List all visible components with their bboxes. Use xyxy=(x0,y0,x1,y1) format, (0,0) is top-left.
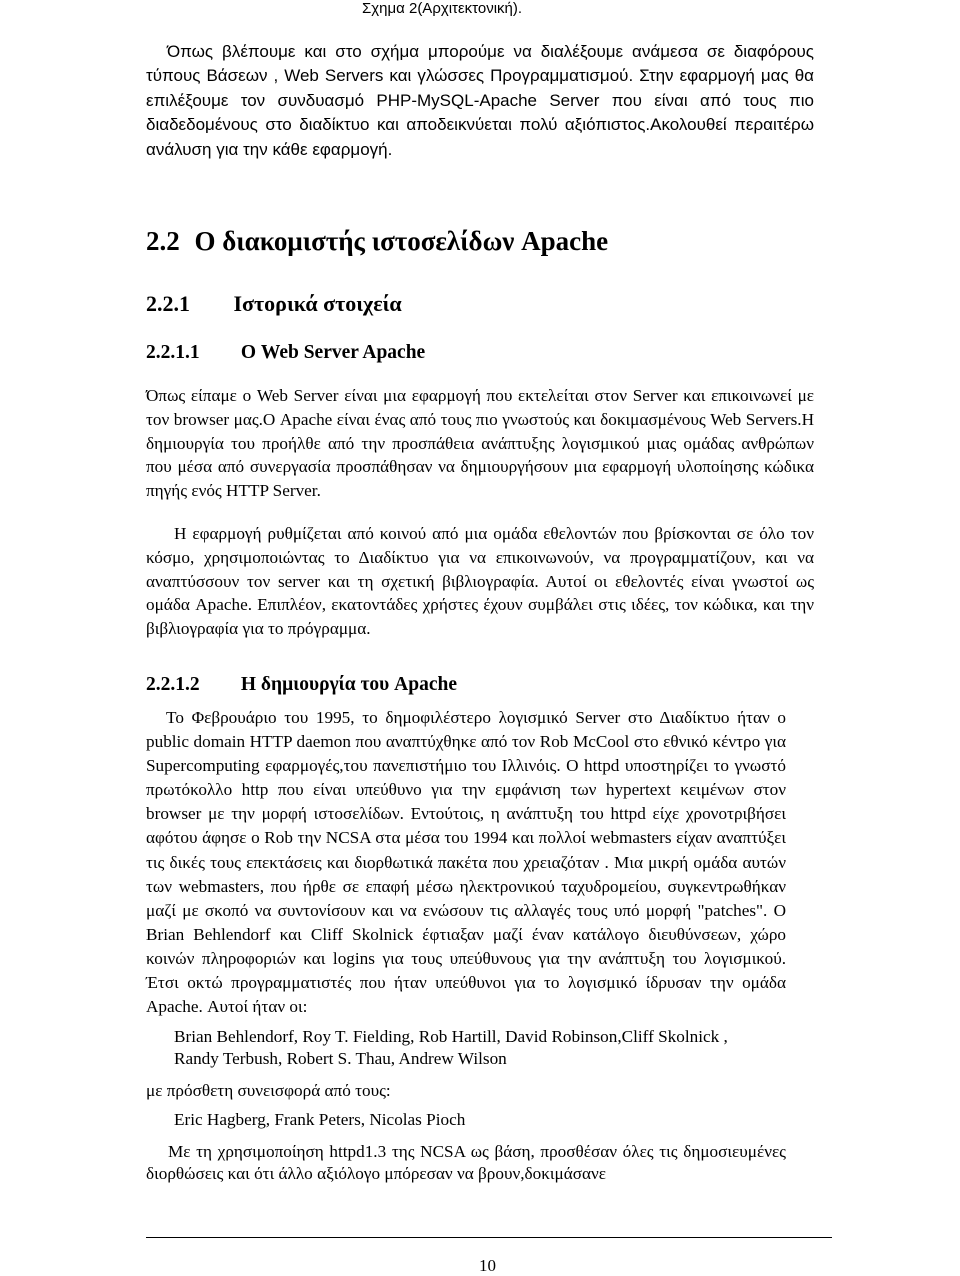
closing-paragraph: Με τη χρησιμοποίηση httpd1.3 της NCSA ως βάση, προσθέσαν όλες τις δημοσιευμένες διορθώσεις και ότι άλλο αξιόλογο μπόρεσαν να βρουν,δοκιμάσανε xyxy=(146,1142,786,1183)
figure-caption: Σχημα 2(Αρχιτεκτονική). xyxy=(362,0,523,17)
contributors-list: Eric Hagberg, Frank Peters, Nicolas Pioch xyxy=(174,1110,466,1129)
subsection-title: Ιστορικά στοιχεία xyxy=(233,291,402,316)
sub1-title: Ο Web Server Apache xyxy=(240,342,426,363)
sub2-title: Η δημιουργία του Apache xyxy=(240,674,458,695)
sub2-paragraph-1: Το Φεβρουάριο του 1995, το δημοφιλέστερο λογισμικό Server στο Διαδίκτυο ήταν ο public domain HTTP daemon που αναπτύχθηκε από τον Rob McCool στο εθνικό κέντρο για Supercomputing εφαρμογές,του πανεπιστήμιο του Ιλλινόις. Ο httpd υποστηρίζει το γνωστό πρωτόκολλο http που είναι υπεύθυνο για την εμφάνιση των hypertext κειμένων στον browser με την μορφή ιστοσελίδων. Εντούτοις, η ανάπτυξη του httpd είχε χρονοτριβήσει αφότου άφησε ο Rob την NCSA στα μέσα του 1994 και πολλοί webmasters είχαν αναπτύξει τις δικές τους επεκτάσεις και διορθωτικά πακέτα που χρειαζόταν . Μια μικρή ομάδα αυτών των webmasters, που ήρθε σε επαφή μέσω ηλεκτρονικού ταχυδρομείου, συγκεντρωθήκαν μαζί με σκοπό να συντονίσουν και να ενώσουν τις αλλαγές τους υπό μορφή "patches". Ο Brian Behlendorf και Cliff Skolnick έφτιαξαν μαζί έναν κατάλογο διευθύνσεων, χώρο κοινών πληροφοριών και logins για τους υπεύθυνους για την ανάπτυξη του λογισμικού. Έτσι οκτώ προγραμματιστές που ήταν υπεύθυνοι για το λογισμικό ίδρυσαν την ομάδα Apache. Αυτοί ήταν οι: xyxy=(146,708,786,1017)
sub2-heading xyxy=(146,674,457,696)
sub1-heading xyxy=(146,342,425,364)
sub2-number: 2.2.1.2 xyxy=(146,674,200,695)
subsection-number: 2.2.1 xyxy=(146,291,190,316)
section-number: 2.2 xyxy=(146,226,180,256)
section-title: Ο διακομιστής ιστοσελίδων Apache xyxy=(194,226,609,256)
sub1-paragraph-2: Η εφαρμογή ρυθμίζεται από κοινού από μια ομάδα εθελοντών που βρίσκονται σε όλο τον κόσμο, χρησιμοποιώντας το Διαδίκτυο για να επικοινωνούν, να προγραμματίζουν, και να αναπτύσσουν τον server και τη σχετική βιβλιογραφία. Αυτοί οι εθελοντές είναι γνωστοί ως ομάδα Apache. Επιπλέον, εκατοντάδες χρήστες έχουν συμβάλει στις ιδέες, τον κώδικα, και την βιβλιογραφία για το πρόγραμμα. xyxy=(146,524,814,639)
page-number: 10 xyxy=(479,1256,496,1275)
contributors-label: με πρόσθετη συνεισφορά από τους: xyxy=(146,1081,391,1100)
sub1-number: 2.2.1.1 xyxy=(146,342,200,363)
members-line-2: Randy Terbush, Robert S. Thau, Andrew Wilson xyxy=(174,1049,507,1068)
section-heading xyxy=(146,226,608,257)
sub1-paragraph-1: Όπως είπαμε ο Web Server είναι μια εφαρμογή που εκτελείται στον Server και επικοινωνεί με τον browser μας.Ο Apache είναι ένας από τους πιο γνωστούς και δοκιμασμένους Web Servers.Η δημιουργία του προήλθε από την προσπάθεια ανάπτυξης λογισμικού μιας ομάδας ανθρώπων που μέσα από συνεργασία προσπάθησαν να δημιουργήσουν μια εφαρμογή υλοποίησης κώδικα πηγής ενός HTTP Server. xyxy=(146,386,814,501)
subsection-heading xyxy=(146,291,402,317)
intro-paragraph: Όπως βλέπουμε και στο σχήμα μπορούμε να διαλέξουμε ανάμεσα σε διαφόρους τύπους Βάσεων , Web Servers και γλώσσες Προγραμματισμού. Στην εφαρμογή μας θα επιλέξουμε τον συνδυασμό PHP-MySQL-Apache Server που είναι από τους πιο διαδεδομένους στο διαδίκτυο και αποδεικνύεται πολύ αξιόπιστος.Ακολουθεί περαιτέρω ανάλυση για την κάθε εφαρμογή. xyxy=(146,42,814,159)
footer-divider xyxy=(146,1237,832,1238)
members-line-1: Brian Behlendorf, Roy T. Fielding, Rob Hartill, David Robinson,Cliff Skolnick , xyxy=(174,1027,728,1046)
